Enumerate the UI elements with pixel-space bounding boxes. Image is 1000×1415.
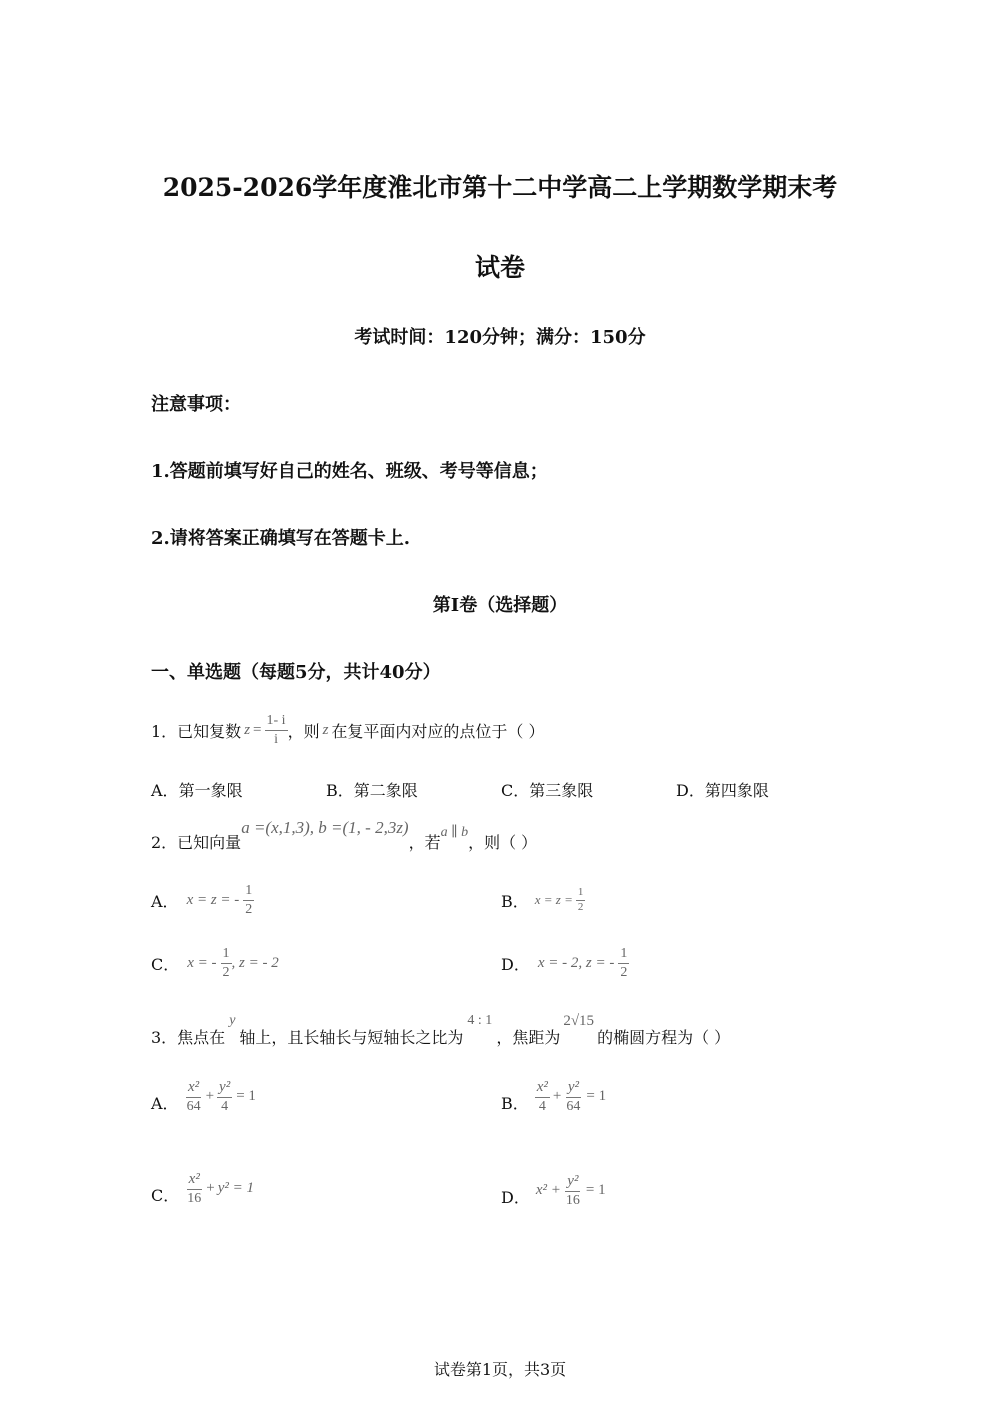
- q1-option-b: [326, 778, 418, 801]
- q1-option-a-label: A．: [151, 781, 179, 800]
- q2-c-den: 2: [222, 964, 230, 980]
- q2-option-b: [501, 886, 585, 915]
- q3-b-n2: y²: [566, 1078, 581, 1098]
- q3-stem-mid1: 轴上，且长轴长与短轴长之比为: [239, 1028, 464, 1047]
- note-item-2: 2.请将答案正确填写在答题卡上.: [151, 528, 411, 549]
- q3-option-a: [151, 1078, 256, 1115]
- q1-stem-before: 1．已知复数: [151, 721, 242, 741]
- q1-stem-mid: ，则: [287, 721, 320, 741]
- q1-option-b-label: B．: [326, 781, 354, 800]
- q2-stem-mid: ，若: [408, 833, 441, 852]
- q3-d-d2: 16: [565, 1192, 580, 1208]
- q3-option-b-label: B．: [501, 1094, 529, 1114]
- q2-option-c-math-post: , z = - 2: [231, 954, 279, 971]
- question-1-stem: [151, 712, 545, 748]
- q1-option-d-label: D．: [676, 781, 705, 800]
- q3-option-a-label: A．: [151, 1094, 179, 1114]
- q3-a-frac-1: [185, 1078, 203, 1115]
- q3-c-n1: x²: [187, 1170, 202, 1190]
- q3-stem-mid2: ，焦距为: [496, 1028, 561, 1047]
- q1-option-d: [676, 778, 769, 801]
- q3-c-frac-1: [185, 1170, 203, 1207]
- q3-a-d2: 4: [221, 1098, 229, 1114]
- q1-math-z-2: z: [322, 721, 329, 738]
- q1-option-c-label: C．: [501, 781, 530, 800]
- note-item-1: 1.答题前填写好自己的姓名、班级、考号等信息；: [151, 461, 548, 482]
- q3-d-n2: y²: [565, 1172, 580, 1192]
- q1-math-z: z: [244, 721, 251, 738]
- q2-option-a: [151, 882, 254, 918]
- q1-option-c: [501, 778, 593, 801]
- q2-option-d-label: D．: [501, 954, 530, 974]
- q2-option-c-fraction: [221, 945, 232, 981]
- q3-math-y: y: [229, 1013, 236, 1028]
- section-title: 一、单选题（每题5分，共计40分）: [151, 662, 441, 683]
- q2-option-b-label: B．: [501, 891, 529, 911]
- q3-math-focal: 2√15: [563, 1013, 595, 1029]
- q3-option-d-label: D．: [501, 1188, 530, 1208]
- question-3-stem: [151, 1013, 730, 1048]
- q2-a-den: 2: [245, 901, 253, 917]
- q3-option-c: [151, 1170, 254, 1207]
- q3-d-eq: = 1: [585, 1182, 606, 1199]
- q1-option-c-text: 第三象限: [529, 781, 594, 800]
- q3-option-c-label: C．: [151, 1186, 180, 1206]
- page-footer: 试卷第1页，共3页: [433, 1360, 567, 1379]
- q1-math-eq: =: [253, 721, 262, 738]
- q2-stem-after: ，则（ ）: [468, 833, 538, 852]
- q1-fraction: [265, 712, 288, 748]
- part-title: 第I卷（选择题）: [432, 595, 568, 616]
- q1-option-b-text: 第二象限: [353, 781, 418, 800]
- q2-option-b-math: x = z =: [534, 892, 573, 908]
- q2-option-c: [151, 945, 279, 981]
- q3-stem-before: 3．焦点在: [151, 1028, 226, 1047]
- q2-option-c-label: C．: [151, 954, 180, 974]
- q2-d-num: 1: [618, 945, 629, 964]
- q3-b-plus: +: [552, 1088, 562, 1105]
- q3-d-pre: x² +: [535, 1182, 561, 1199]
- q2-option-d-math-pre: x = - 2, z = -: [537, 954, 615, 971]
- q1-option-a-text: 第一象限: [178, 781, 243, 800]
- q2-b-num: 1: [576, 886, 586, 901]
- title-line-2: 试卷: [474, 253, 525, 282]
- q2-math-parallel: a ∥ b: [440, 825, 469, 840]
- q2-b-den: 2: [577, 900, 584, 913]
- q3-c-plus: +: [206, 1180, 215, 1197]
- q3-a-n1: x²: [186, 1078, 201, 1098]
- q3-option-b: [501, 1078, 606, 1115]
- q3-b-d2: 64: [566, 1098, 581, 1114]
- q2-d-den: 2: [620, 964, 628, 980]
- q3-c-d1: 16: [187, 1190, 202, 1206]
- q3-a-frac-2: [217, 1078, 232, 1115]
- q2-stem-before: 2．已知向量: [151, 833, 242, 852]
- q1-stem-after: 在复平面内对应的点位于（ ）: [331, 721, 545, 741]
- q3-a-eq: = 1: [236, 1088, 256, 1105]
- q3-option-d: [501, 1172, 606, 1209]
- question-2-stem: [151, 818, 537, 853]
- q3-b-d1: 4: [538, 1098, 546, 1114]
- q3-b-n1: x²: [535, 1078, 550, 1098]
- q1-option-d-text: 第四象限: [704, 781, 769, 800]
- q1-frac-num: 1- i: [265, 712, 288, 731]
- q3-stem-after: 的椭圆方程为（ ）: [597, 1028, 731, 1047]
- exam-info: 考试时间：120分钟；满分：150分: [354, 327, 646, 348]
- q2-option-d: [501, 945, 629, 981]
- title-line-1: 2025-2026学年度淮北市第十二中学高二上学期数学期末考: [162, 173, 838, 202]
- q2-option-d-fraction: [618, 945, 629, 981]
- q2-option-a-fraction: [243, 882, 254, 918]
- q1-option-a: [151, 778, 243, 801]
- q3-b-frac-2: [564, 1078, 582, 1115]
- notes-heading: 注意事项：: [151, 394, 241, 415]
- q2-option-a-label: A．: [151, 891, 179, 911]
- q3-math-ratio: 4 : 1: [467, 1013, 493, 1028]
- q2-c-num: 1: [221, 945, 232, 964]
- q2-math-vectors: a =(x,1,3), b =(1, - 2,3z): [241, 818, 409, 837]
- q3-a-d1: 64: [186, 1098, 201, 1114]
- q2-option-a-math: x = z = -: [186, 891, 240, 908]
- q3-d-frac: [564, 1172, 582, 1209]
- q2-option-c-math-pre: x = -: [187, 954, 217, 971]
- q3-a-n2: y²: [217, 1078, 232, 1098]
- q2-option-b-fraction: [576, 886, 586, 915]
- q3-b-frac-1: [535, 1078, 550, 1115]
- q3-c-rest: y² = 1: [217, 1180, 254, 1197]
- q3-b-eq: = 1: [586, 1088, 607, 1105]
- q2-a-num: 1: [243, 882, 254, 901]
- q3-a-plus: +: [205, 1088, 215, 1105]
- q1-frac-den: i: [274, 731, 278, 747]
